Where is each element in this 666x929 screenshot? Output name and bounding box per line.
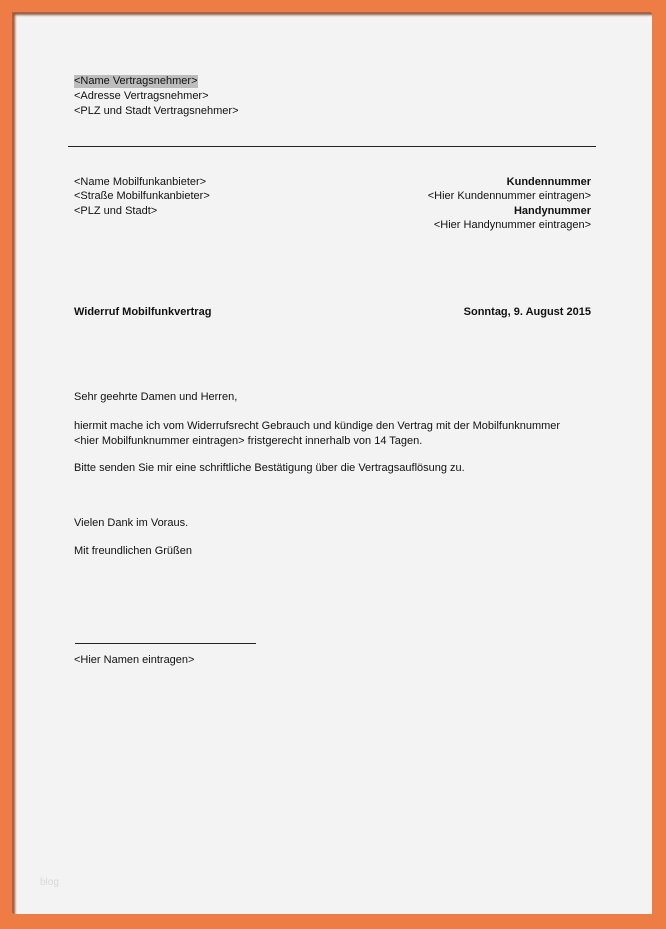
closing: Mit freundlichen Grüßen — [74, 545, 192, 557]
customer-number-label: Kundennummer — [506, 176, 591, 188]
phone-number-value: <Hier Handynummer eintragen> — [433, 219, 591, 231]
recipient-street: <Straße Mobilfunkanbieter> — [74, 190, 210, 202]
body-paragraph-1-line-1: hiermit mache ich vom Widerrufsrecht Gebrauch und kündige den Vertrag mit der Mobilfunknummer — [74, 420, 561, 432]
phone-number-label: Handynummer — [513, 205, 591, 217]
subject: Widerruf Mobilfunkvertrag — [74, 306, 212, 318]
header-divider — [68, 146, 596, 147]
body-paragraph-1-line-2: <hier Mobilfunknummer eintragen> fristgerecht innerhalb von 14 Tagen. — [74, 435, 423, 447]
signature-line — [75, 643, 256, 644]
watermark: blog — [40, 877, 59, 888]
sender-name: <Name Vertragsnehmer> — [74, 75, 198, 87]
salutation: Sehr geehrte Damen und Herren, — [74, 391, 238, 403]
signature-name: <Hier Namen eintragen> — [74, 654, 195, 666]
body-paragraph-2: Bitte senden Sie mir eine schriftliche Bestätigung über die Vertragsauflösung zu. — [74, 462, 465, 474]
thanks: Vielen Dank im Voraus. — [74, 517, 189, 529]
customer-number-value: <Hier Kundennummer eintragen> — [427, 190, 591, 202]
date: Sonntag, 9. August 2015 — [463, 306, 591, 318]
letter-page — [13, 13, 652, 914]
recipient-name: <Name Mobilfunkanbieter> — [74, 176, 207, 188]
recipient-city: <PLZ und Stadt> — [74, 205, 158, 217]
sender-city: <PLZ und Stadt Vertragsnehmer> — [74, 105, 239, 117]
sender-address: <Adresse Vertragsnehmer> — [74, 90, 209, 102]
